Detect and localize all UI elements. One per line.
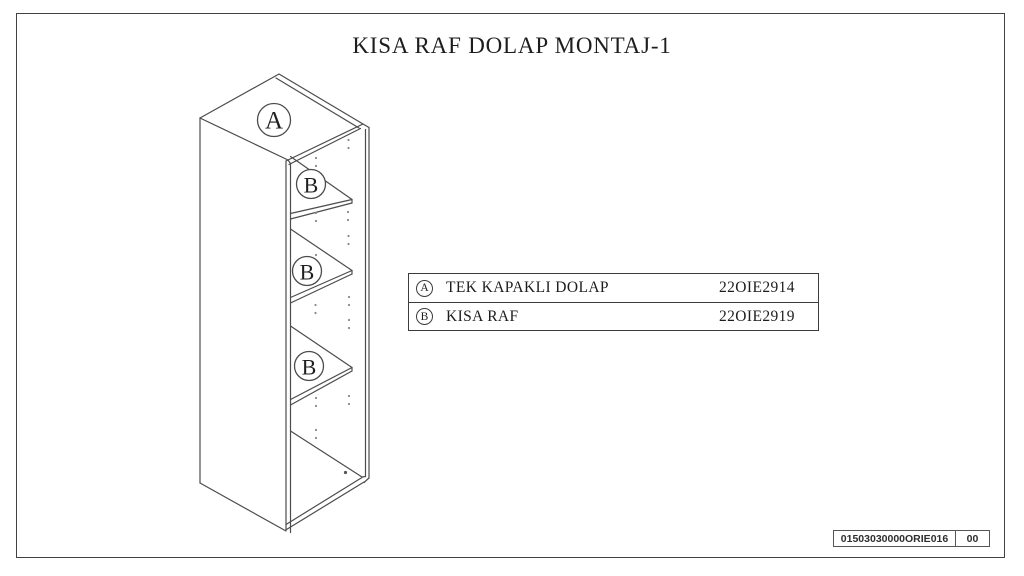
cabinet-left-panel (200, 118, 291, 533)
cabinet-right-panel (363, 124, 369, 483)
parts-table (408, 273, 819, 331)
label-a-letter: A (264, 107, 284, 135)
part-letter-badge: A (416, 280, 433, 297)
revision-number: 00 (966, 532, 979, 545)
parts-table-row (409, 274, 818, 302)
label-b3-badge (295, 352, 324, 381)
part-code: 22OIE2919 (719, 307, 795, 325)
parts-table-row (409, 302, 818, 330)
label-b1-badge (297, 170, 326, 199)
part-name: KISA RAF (446, 307, 519, 325)
part-letter-badge: B (416, 308, 433, 325)
page-title: KISA RAF DOLAP MONTAJ-1 (352, 33, 672, 58)
label-b2-badge (293, 257, 322, 286)
part-name: TEK KAPAKLI DOLAP (446, 279, 609, 296)
cabinet-bottom-panel (286, 431, 366, 530)
label-b2-letter: B (299, 259, 315, 285)
label-b3-letter: B (301, 354, 317, 380)
document-code: 01503030000ORIE016 (834, 531, 956, 546)
label-b1-letter: B (303, 172, 319, 198)
label-a-badge (258, 104, 291, 137)
document-code-box (833, 530, 990, 547)
part-code: 22OIE2914 (719, 279, 795, 296)
